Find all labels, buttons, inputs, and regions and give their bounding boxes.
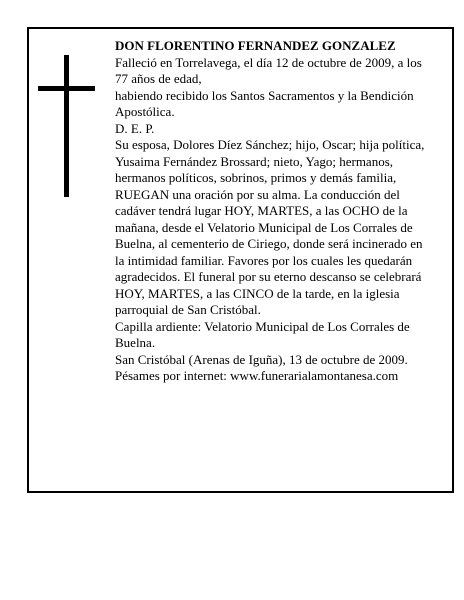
cross-icon: [64, 55, 69, 197]
prayer-request: RUEGAN una oración por su alma. La conducción del cadáver tendrá lugar HOY, MARTES, a las OCHO de la mañana, desde el Velatorio Municipal de Los Corrales de Buelna, al cementerio de Ciriego, donde será incinerado en la intimidad familiar. Favores por los cuales les quedarán agradecidos. El funeral por su eterno descanso se celebrará HOY, MARTES, a las CINCO de la tarde, en la iglesia parroquial de San Cristóbal.: [115, 186, 423, 317]
condolences-info: Pésames por internet: www.funerarialamontanesa.com: [115, 368, 399, 383]
cross-icon-arm: [38, 86, 95, 91]
family-list: Su esposa, Dolores Díez Sánchez; hijo, Oscar; hija política, Yusaima Fernández Brossard; nieto, Yago; hermanos, hermanos políticos, sobrinos, primos y demás familia,: [115, 137, 425, 185]
place-date: San Cristóbal (Arenas de Iguña), 13 de octubre de 2009.: [115, 351, 408, 367]
sacraments-statement: habiendo recibido los Santos Sacramentos y la Bendición Apostólica.: [115, 87, 414, 119]
obituary-text: [115, 38, 425, 385]
rip-line: D. E. P.: [115, 120, 155, 136]
chapel-info: Capilla ardiente: Velatorio Municipal de Los Corrales de Buelna.: [115, 318, 410, 350]
death-statement: Falleció en Torrelavega, el día 12 de octubre de 2009, a los 77 años de edad,: [115, 54, 422, 86]
deceased-name: DON FLORENTINO FERNANDEZ GONZALEZ: [115, 38, 396, 53]
